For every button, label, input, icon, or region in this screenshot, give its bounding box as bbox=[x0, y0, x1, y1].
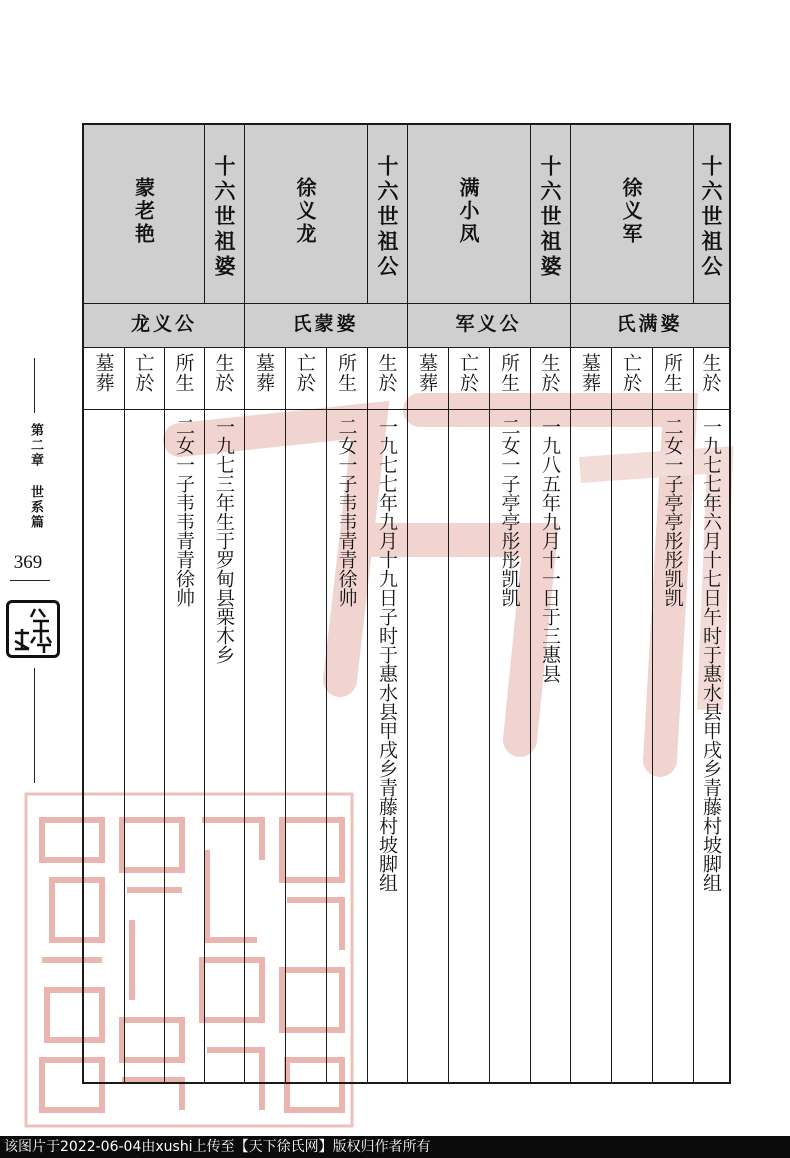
generation-label: 十六世祖婆 bbox=[212, 155, 236, 280]
label-death: 亡於 bbox=[620, 353, 642, 393]
genealogy-logo bbox=[6, 600, 60, 658]
rule-sub bbox=[611, 347, 612, 1082]
spouse-label: 龙义公 bbox=[130, 313, 197, 335]
upload-footer: 该图片于2022-06-04由xushi上传至【天下徐氏网】版权归作者所有 bbox=[0, 1136, 790, 1158]
rule-sub bbox=[285, 347, 286, 1082]
birth-value: 一九七七年六月十七日午时于惠水县甲戌乡青藤村坡脚组 bbox=[700, 417, 722, 892]
person-name: 满小凤 bbox=[456, 177, 480, 246]
rule-group-1-2 bbox=[570, 125, 571, 1082]
rule-group-2-3 bbox=[407, 125, 408, 1082]
margin-rule-top bbox=[34, 358, 35, 413]
children-value: 二女一子韦韦青青徐帅 bbox=[335, 417, 358, 607]
birth-value: 一九八五年九月十一日于三惠县 bbox=[539, 417, 561, 683]
label-birth: 生於 bbox=[212, 353, 235, 393]
page-number-rule bbox=[10, 580, 50, 581]
label-death: 亡於 bbox=[457, 353, 479, 393]
label-children: 所生 bbox=[661, 353, 683, 393]
label-birth: 生於 bbox=[699, 353, 722, 393]
label-birth: 生於 bbox=[375, 353, 398, 393]
margin-rule-bottom bbox=[34, 668, 35, 783]
rule-group-3-4 bbox=[244, 125, 245, 1082]
label-burial: 墓葬 bbox=[416, 353, 438, 393]
birth-value: 一九七三年生于罗甸县栗木乡 bbox=[213, 417, 235, 664]
label-burial: 墓葬 bbox=[579, 353, 601, 393]
person-name: 徐义军 bbox=[619, 177, 643, 246]
spouse-label: 氏满婆 bbox=[616, 313, 683, 335]
person-name: 徐义龙 bbox=[293, 177, 317, 246]
generation-label: 十六世祖公 bbox=[375, 155, 399, 280]
children-value: 二女一子亭亭彤彤凯凯 bbox=[498, 417, 521, 607]
rule-sub bbox=[448, 347, 449, 1082]
label-children: 所生 bbox=[172, 353, 195, 393]
label-burial: 墓葬 bbox=[92, 353, 115, 393]
person-name: 蒙老艳 bbox=[131, 177, 156, 246]
label-burial: 墓葬 bbox=[253, 353, 275, 393]
generation-label: 十六世祖婆 bbox=[538, 155, 562, 280]
spouse-label: 军义公 bbox=[455, 313, 522, 335]
page-number: 369 bbox=[13, 552, 43, 573]
children-value: 二女一子亭亭彤彤凯凯 bbox=[661, 417, 684, 607]
label-death: 亡於 bbox=[132, 353, 155, 393]
label-children: 所生 bbox=[335, 353, 357, 393]
chapter-label: 第二章 世系篇 bbox=[28, 423, 43, 530]
genealogy-table bbox=[82, 123, 731, 1084]
rule-sub bbox=[124, 347, 125, 1082]
birth-value: 一九七七年九月十九日子时于惠水县甲戌乡青藤村坡脚组 bbox=[376, 417, 398, 892]
spouse-label: 氏蒙婆 bbox=[292, 313, 359, 335]
generation-label: 十六世祖公 bbox=[699, 155, 723, 280]
label-children: 所生 bbox=[498, 353, 520, 393]
label-death: 亡於 bbox=[294, 353, 316, 393]
logo-glyph-icon bbox=[9, 603, 57, 655]
label-birth: 生於 bbox=[538, 353, 561, 393]
children-value: 二女一子韦韦青青徐帅 bbox=[173, 417, 195, 607]
